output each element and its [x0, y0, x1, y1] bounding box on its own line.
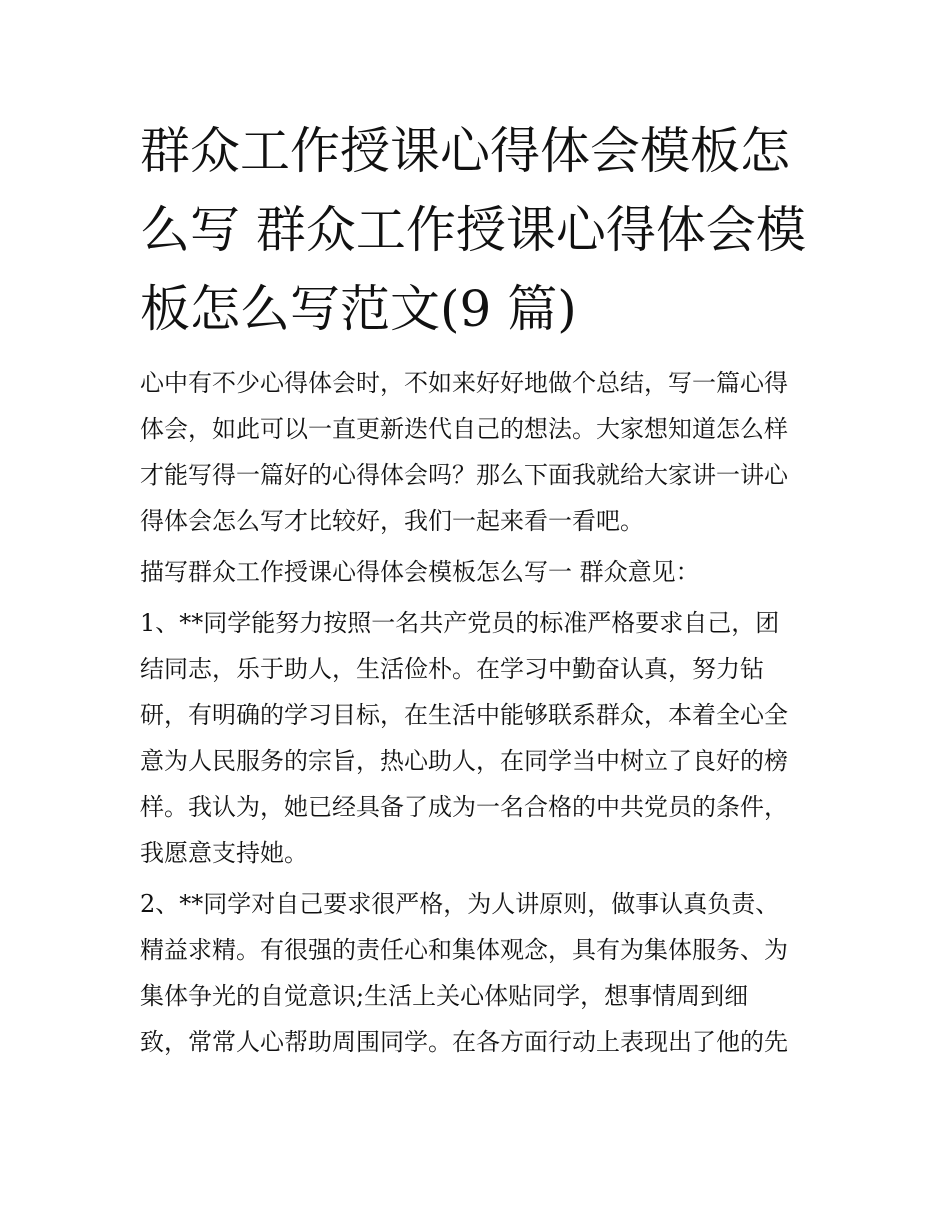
intro-paragraph: [140, 360, 820, 544]
opinion-paragraph-1: [140, 600, 820, 876]
text-line: 研，有明确的学习目标，在生活中能够联系群众，本着全心全: [140, 701, 788, 729]
opinion-paragraph-2: [140, 881, 820, 1065]
title-line: 群众工作授课心得体会模板怎: [140, 122, 790, 180]
document-body: [140, 360, 820, 1065]
text-line: 致，常常人心帮助周围同学。在各方面行动上表现出了他的先: [140, 1028, 788, 1056]
title-line: 板怎么写范文(9 篇): [140, 280, 577, 338]
text-line: 结同志，乐于助人，生活俭朴。在学习中勤奋认真，努力钻: [140, 655, 764, 683]
text-line: 得体会怎么写才比较好，我们一起来看一看吧。: [140, 507, 644, 535]
text-line: 2、**同学对自己要求很严格，为人讲原则，做事认真负责、: [140, 890, 780, 918]
text-line: 才能写得一篇好的心得体会吗？那么下面我就给大家讲一讲心: [140, 461, 788, 489]
text-line: 心中有不少心得体会时，不如来好好地做个总结，写一篇心得: [140, 369, 788, 397]
text-line: 体会，如此可以一直更新迭代自己的想法。大家想知道怎么样: [140, 415, 788, 443]
text-line: 样。我认为，她已经具备了成为一名合格的中共党员的条件，: [140, 793, 788, 821]
section-heading: [140, 549, 820, 595]
text-line: 1、**同学能努力按照一名共产党员的标准严格要求自己，团: [140, 609, 780, 637]
text-line: 我愿意支持她。: [140, 839, 308, 867]
document-title: [140, 112, 820, 349]
title-line: 么写 群众工作授课心得体会模: [140, 201, 806, 259]
text-line: 描写群众工作授课心得体会模板怎么写一 群众意见：: [140, 558, 700, 586]
text-line: 精益求精。有很强的责任心和集体观念，具有为集体服务、为: [140, 936, 788, 964]
text-line: 集体争光的自觉意识;生活上关心体贴同学，想事情周到细: [140, 982, 749, 1010]
text-line: 意为人民服务的宗旨，热心助人，在同学当中树立了良好的榜: [140, 747, 788, 775]
